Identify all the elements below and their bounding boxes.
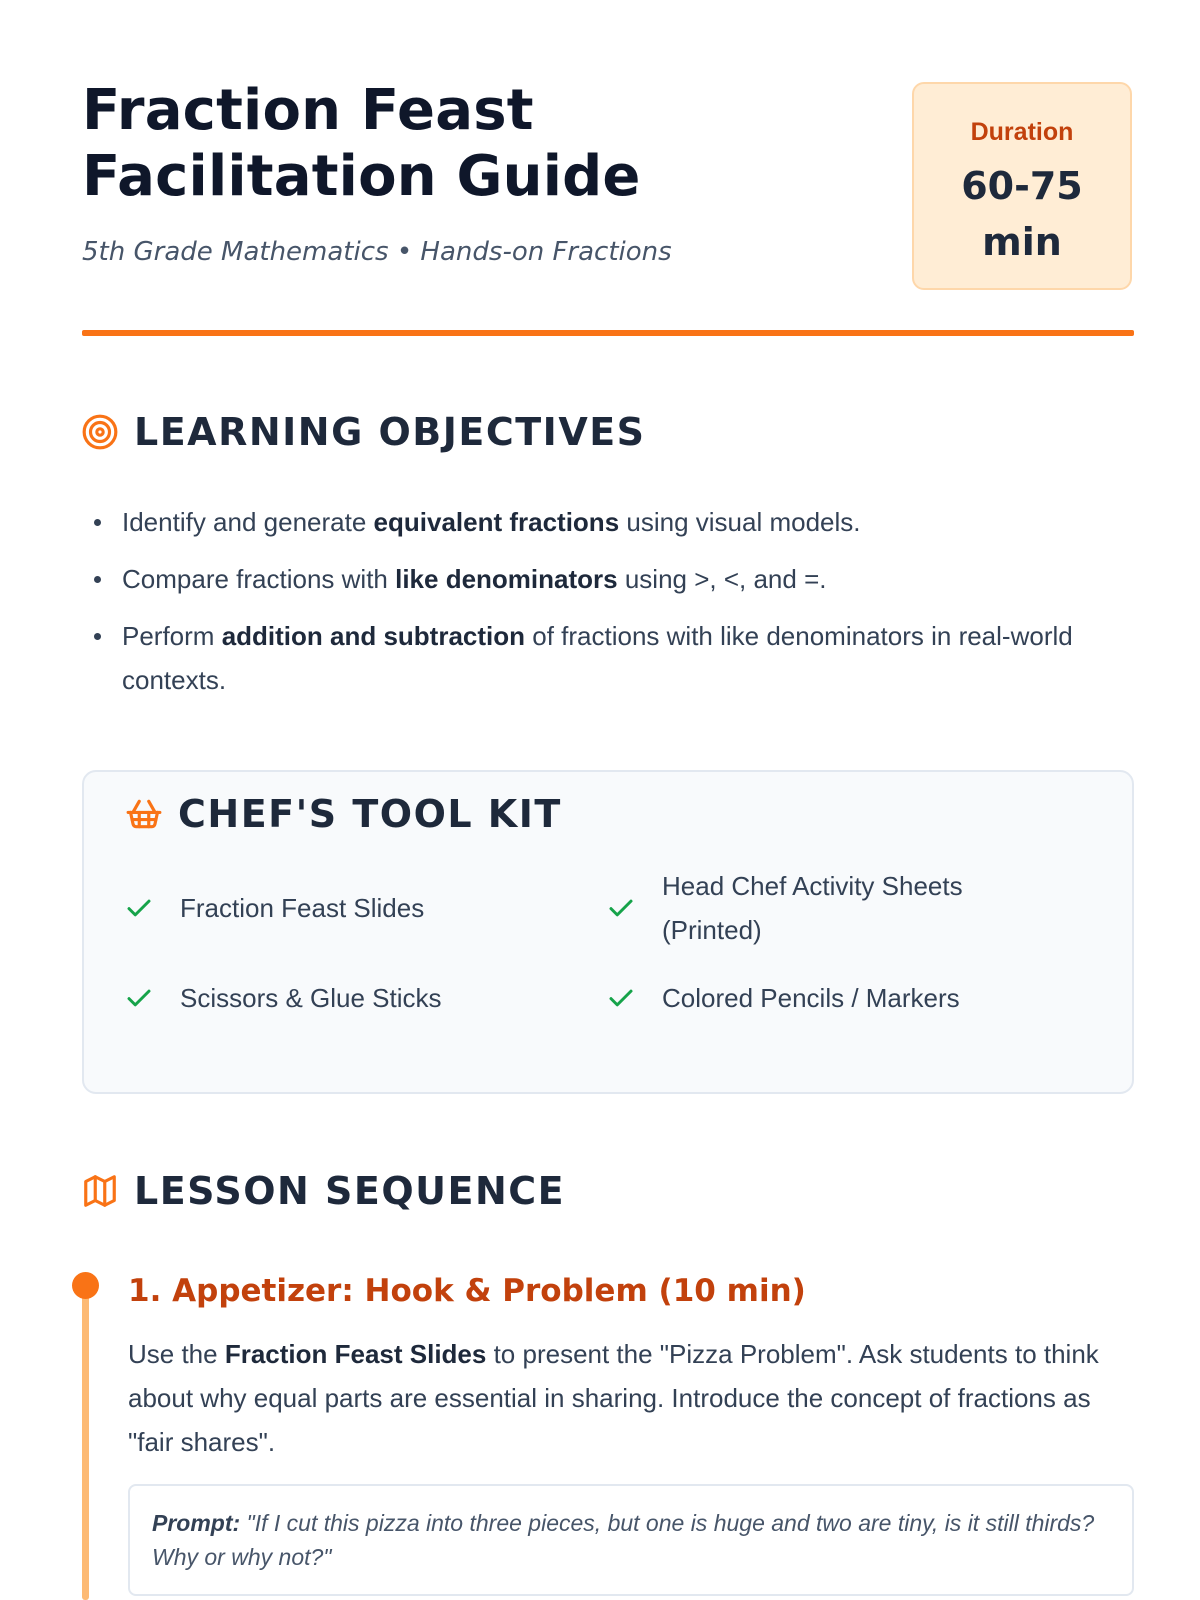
- check-icon: [124, 893, 154, 923]
- prompt-text: "If I cut this pizza into three pieces, but one is huge and two are tiny, is it still thirds? Why or why not?": [152, 1510, 1095, 1570]
- list-item: Compare fractions with like denominators using >, <, and =.: [90, 557, 1130, 601]
- duration-value: 60-75 min: [961, 164, 1083, 264]
- page-title: Fraction Feast Facilitation Guide: [82, 78, 641, 209]
- prompt-label: Prompt:: [152, 1510, 241, 1536]
- objectives-heading-label: LEARNING OBJECTIVES: [134, 410, 646, 454]
- toolkit-heading: [124, 792, 562, 836]
- toolkit-card: [82, 770, 1134, 1094]
- step-description: Use the Fraction Feast Slides to present the "Pizza Problem". Ask students to think about why equal parts are essential in sharing. Introduce the concept of fractions as "fair shares".: [128, 1339, 1099, 1457]
- step-title: 1. Appetizer: Hook & Problem (10 min): [128, 1273, 806, 1309]
- target-icon: [80, 412, 120, 452]
- timeline-dot: [72, 1272, 99, 1299]
- list-item: Identify and generate equivalent fractions using visual models.: [90, 500, 1130, 544]
- toolkit-item: Colored Pencils / Markers: [606, 976, 1066, 1020]
- toolkit-item: Scissors & Glue Sticks: [124, 976, 564, 1020]
- sequence-heading: [80, 1169, 565, 1213]
- duration-label: Duration: [970, 118, 1074, 146]
- map-icon: [80, 1171, 120, 1211]
- duration-card: [912, 82, 1132, 290]
- basket-icon: [124, 794, 164, 834]
- page-subtitle: 5th Grade Mathematics • Hands-on Fractions: [82, 237, 672, 267]
- sequence-heading-label: LESSON SEQUENCE: [134, 1169, 566, 1213]
- toolkit-item: Head Chef Activity Sheets (Printed): [606, 864, 1036, 952]
- header-divider: [82, 330, 1134, 336]
- objectives-list: [90, 500, 1130, 715]
- list-item: Perform addition and subtraction of fractions with like denominators in real-world contexts.: [90, 614, 1130, 702]
- toolkit-item: Fraction Feast Slides: [124, 886, 564, 930]
- timeline-line: [82, 1284, 89, 1600]
- check-icon: [606, 893, 636, 923]
- prompt-callout: [128, 1484, 1134, 1596]
- check-icon: [124, 983, 154, 1013]
- check-icon: [606, 983, 636, 1013]
- toolkit-heading-label: CHEF'S TOOL KIT: [178, 792, 562, 836]
- objectives-heading: [80, 410, 646, 454]
